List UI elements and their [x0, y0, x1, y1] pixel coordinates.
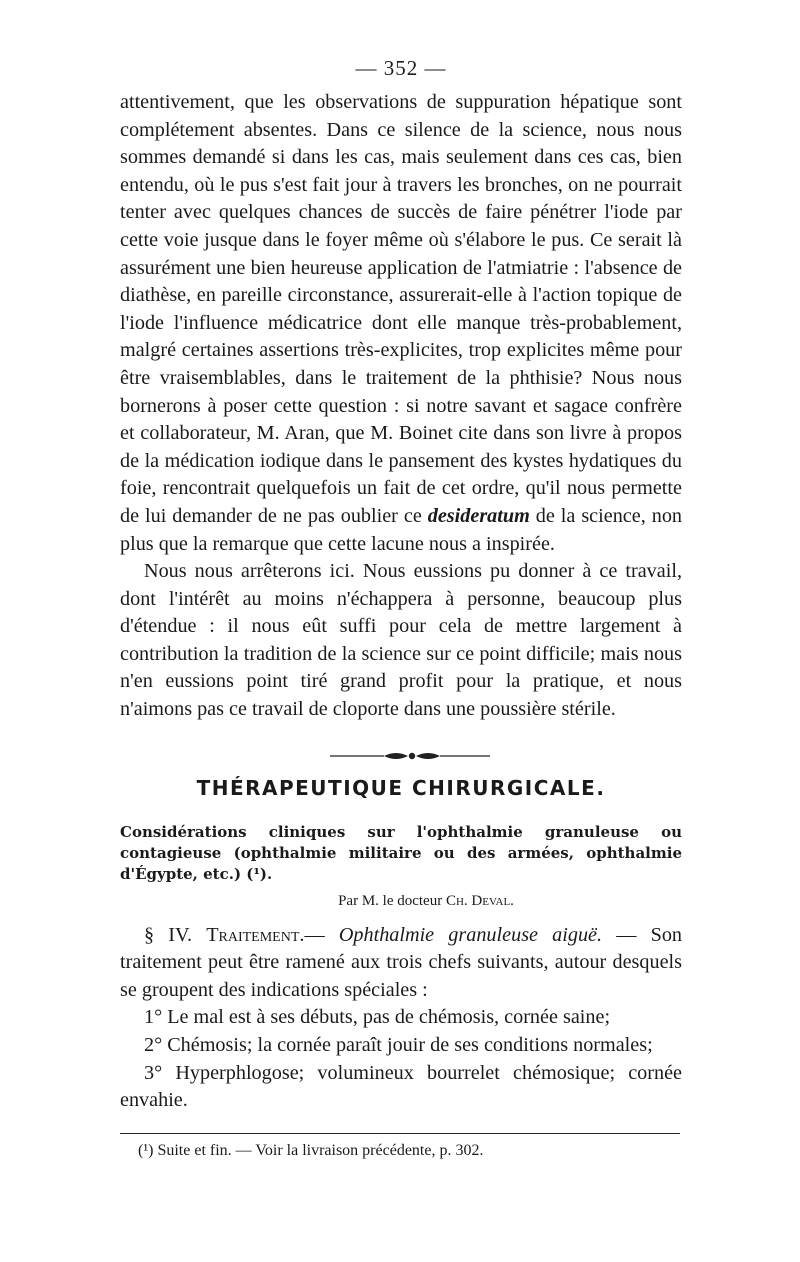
book-page	[120, 56, 682, 1162]
article-subheading: Considérations cliniques sur l'ophthalmie granuleuse ou contagieuse (ophthalmie militaire ou des armées, ophthalmie d'Égypte, etc.) (¹).	[120, 822, 682, 883]
paragraph-conclusion: Nous nous arrêterons ici. Nous eussions pu donner à ce travail, dont l'intérêt au moins n'échappera à personne, beaucoup plus d'étendue : il nous eût suffi pour cela de mettre largement à contribution la tradition de la science sur ce point difficile; mais nous n'en eussions point tiré grand profit pour la pratique, et nous n'aimons pas ce travail de cloporte dans une poussière stérile.	[120, 560, 682, 721]
section-intro	[120, 922, 682, 1005]
list-item: 3° Hyperphlogose; volumineux bourrelet chémosique; cornée envahie.	[120, 1061, 682, 1112]
section-title: Ophthalmie granuleuse aiguë.	[338, 923, 603, 946]
author-prefix: Par M. le docteur	[338, 892, 443, 909]
footnote-rule	[120, 1133, 680, 1134]
list-item: 2° Chémosis; la cornée paraît jouir de ses conditions normales;	[144, 1034, 653, 1057]
list-item: 1° Le mal est à ses débuts, pas de chémosis, cornée saine;	[144, 1006, 611, 1029]
page-number: — 352 —	[355, 56, 447, 80]
paragraph-continuation	[120, 89, 682, 558]
footnote: (¹) Suite et fin. — Voir la livraison précédente, p. 302.	[138, 1141, 484, 1159]
author-line	[120, 893, 682, 910]
section-number: § IV.	[144, 923, 193, 946]
section-text: — Son traitement peut être ramené aux trois chefs suivants, autour desquels se groupent des indications spéciales :	[120, 923, 683, 1001]
ornament-divider-icon	[120, 750, 682, 762]
author-name: Ch. Deval.	[445, 892, 514, 909]
section-heading: THÉRAPEUTIQUE CHIRURGICALE.	[196, 775, 606, 800]
paragraph-1-end: de la science, non plus que la remarque que cette lacune nous a inspirée.	[120, 504, 683, 555]
section-label: Traitement.—	[206, 923, 325, 946]
desideratum-emphasis: desideratum	[427, 504, 530, 527]
paragraph-1-text: attentivement, que les observations de suppuration hépatique sont complétement absentes. Dans ce silence de la science, nous nous sommes demandé si dans les cas, mais seulement dans ces cas, bien entendu, où le pus s'est fait jour à travers les bronches, on ne pourrait tenter avec quelques chances de succès de faire pénétrer l'iode par cette voie jusque dans le foyer même où s'élabore le pus. Ce serait là assurément une bien heureuse application de l'atmiatrie : l'absence de diathèse, en pareille circonstance, assurerait-elle à l'action topique de l'iode l'influence médicatrice dont elle manque très-probablement, malgré certaines assertions très-explicites, trop explicites même pour être vraisemblables, dans le traitement de la phthisie? Nous nous bornerons à poser cette question : si notre savant et sagace confrère et collaborateur, M. Aran, que M. Boinet cite dans son livre à propos de la médication iodique dans le pansement des kystes hydatiques du foie, rencontrait quelquefois un fait de cet ordre, qu'il nous permette de lui demander de ne pas oublier ce	[120, 91, 682, 527]
